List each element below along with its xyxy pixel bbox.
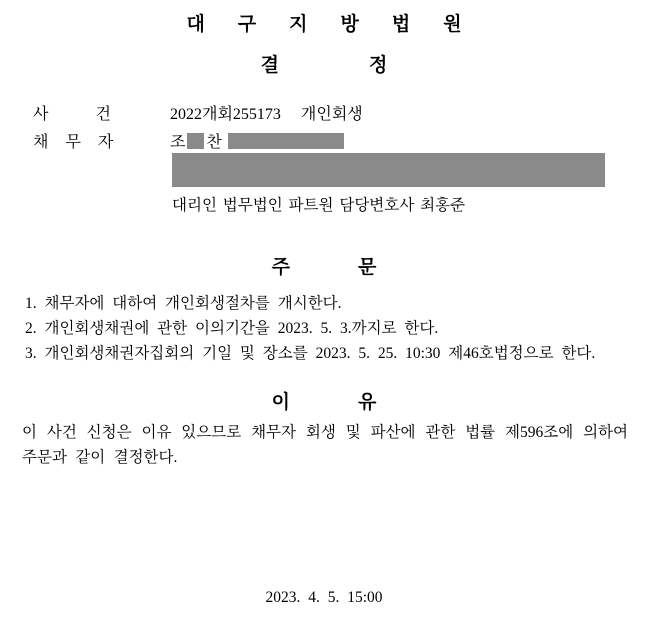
order-section-heading: 주문 [271, 257, 445, 278]
redaction-box-name-middle [187, 133, 204, 149]
decision-datetime: 2023. 4. 5. 15:00 [265, 589, 383, 606]
debtor-name [170, 129, 344, 152]
reason-body-text: 이 사건 신청은 이유 있으므로 채무자 회생 및 파산에 관한 법률 제596조에 의하여 주문과 같이 결정한다. [22, 424, 628, 466]
case-number: 2022개회255173 [170, 106, 281, 123]
order-list [25, 291, 630, 366]
order-item-2: 2. 개인회생채권에 관한 이의기간을 2023. 5. 3.까지로 한다. [25, 320, 439, 337]
document-type-title: 결정 [260, 55, 478, 76]
redaction-box-address [172, 153, 605, 187]
order-item-3: 3. 개인회생채권자집회의 기일 및 장소를 2023. 5. 25. 10:30 제46호법정으로 한다. [25, 345, 596, 362]
case-label: 사건 [33, 106, 158, 123]
redaction-box-name-rest [228, 133, 344, 149]
court-name-title: 대구지방법원 [186, 14, 495, 35]
attorney-line: 대리인 법무법인 파트원 담당변호사 최홍준 [172, 197, 466, 214]
debtor-name-first-char: 조 [170, 134, 186, 151]
case-category: 개인회생 [300, 106, 363, 123]
order-item-1: 1. 채무자에 대하여 개인회생절차를 개시한다. [25, 295, 342, 312]
debtor-label: 채무자 [33, 134, 131, 151]
reason-section-heading: 이유 [271, 392, 445, 413]
case-value [170, 101, 363, 124]
debtor-name-last-char: 찬 [206, 134, 222, 151]
